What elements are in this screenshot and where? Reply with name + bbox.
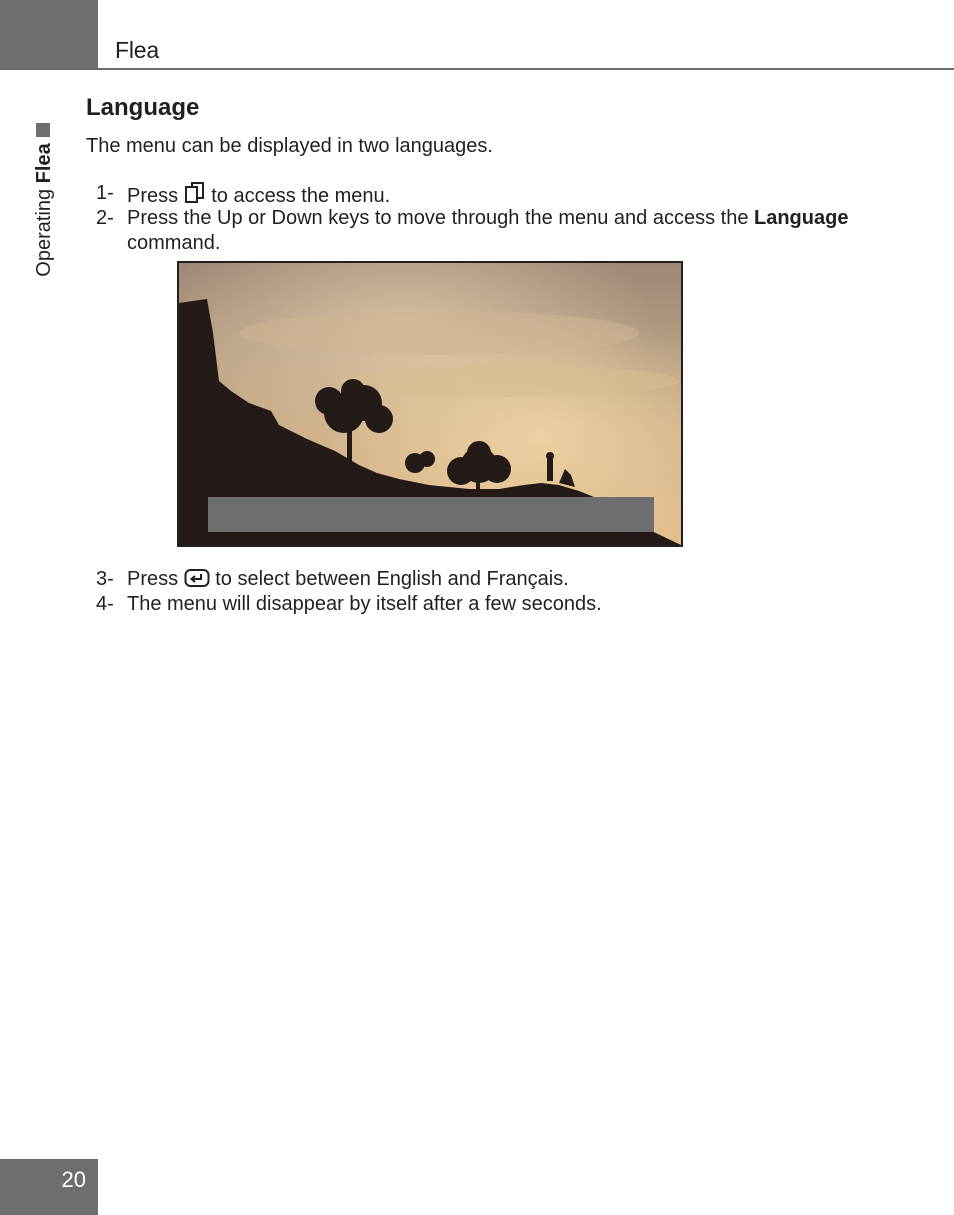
- step-text: Press: [127, 185, 179, 207]
- footer-page-tab: [0, 1159, 98, 1215]
- step-text: to select between English and Français.: [215, 568, 569, 590]
- step-number: 3-: [96, 568, 114, 590]
- step-number: 4-: [96, 593, 114, 615]
- running-header-title: Flea: [115, 37, 159, 63]
- step-text: Press the Up or Down keys to move through the menu and access the: [127, 207, 749, 229]
- step-bold-term: Language: [754, 207, 849, 229]
- side-marker-square: [36, 123, 50, 137]
- header-corner-tab: [0, 0, 98, 70]
- step-text: Press: [127, 568, 179, 590]
- side-section-label: [32, 143, 56, 276]
- step-text: command.: [127, 232, 221, 254]
- enter-icon: [184, 568, 210, 595]
- step-text: The menu will disappear by itself after a few seconds.: [127, 593, 602, 615]
- side-label-prefix: Operating: [33, 188, 55, 277]
- step-number: 2-: [96, 207, 114, 229]
- section-heading: Language: [86, 94, 200, 121]
- side-label-product: Flea: [33, 143, 55, 184]
- intro-paragraph: The menu can be displayed in two languages.: [86, 135, 493, 157]
- step-text: to access the menu.: [211, 185, 391, 207]
- page-number: 20: [61, 1167, 86, 1192]
- step-number: 1-: [96, 182, 114, 204]
- menu-bar-overlay: [208, 497, 654, 532]
- screen-photo: [177, 261, 683, 547]
- header-rule: [98, 68, 954, 70]
